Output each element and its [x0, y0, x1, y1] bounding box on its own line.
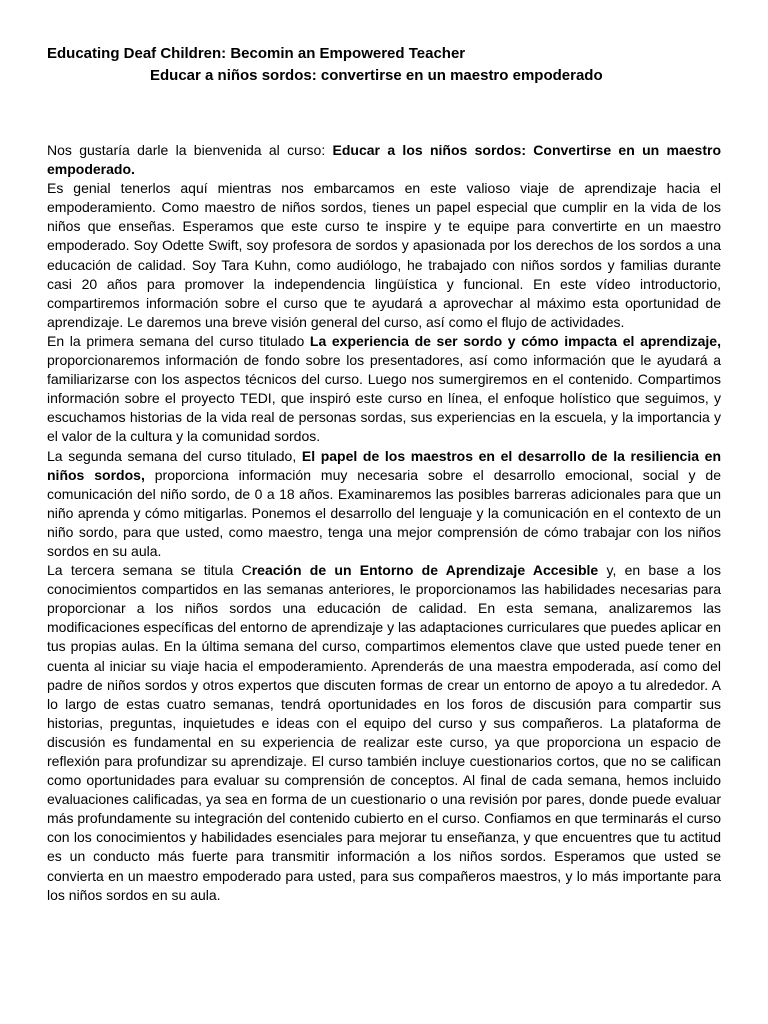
week-three-title: reación de un Entorno de Aprendizaje Accesible: [251, 562, 599, 579]
week-one-intro: En la primera semana del curso titulado: [47, 332, 310, 349]
week-one-description: proporcionaremos información de fondo sobre los presentadores, así como información que le ayudará a familiarizarse con los aspectos técnicos del curso. Luego nos sumergiremos en el contenido. Compartimos información sobre el proyecto TEDI, que inspiró este curso en línea, el enfoque holístico que seguimos, y escuchamos historias de la vida real de personas sordas, sus experiencias en la escuela, y la importancia y el valor de la cultura y la comunidad sordos.: [47, 352, 721, 445]
document-title-english: Educating Deaf Children: Becomin an Empowered Teacher: [47, 45, 466, 62]
week-three-intro: La tercera semana se titula C: [47, 562, 252, 579]
week-two-title: El papel de los maestros en el desarrollo de la resiliencia en niños sordos,: [47, 447, 721, 483]
week-two-description: proporciona información muy necesaria sobre el desarrollo emocional, social y de comunicación del niño sordo, de 0 a 18 años. Examinaremos las posibles barreras adicionales para que un niño aprenda y cómo mitigarlas. Ponemos el desarrollo del lenguaje y la comunicación en el contexto de un niño sordo, para que usted, como maestro, tenga una mejor comprensión de cómo trabajar con los niños sordos en su aula.: [47, 466, 721, 559]
week-one-paragraph: [47, 332, 721, 447]
intro-paragraph: Es genial tenerlos aquí mientras nos embarcamos en este valioso viaje de aprendizaje hacia el empoderamiento. Como maestro de niños sordos, tienes un papel especial que cumplir en la vida de los niños que enseñas. Esperamos que este curso te inspire y te equipe para convertirte en un maestro empoderado. Soy Odette Swift, soy profesora de sordos y apasionada por los derechos de los sordos a una educación de calidad. Soy Tara Kuhn, como audiólogo, he trabajado con niños sordos y familias durante casi 20 años para promover la independencia lingüística y funcional. En este vídeo introductorio, compartiremos información sobre el curso que te ayudará a aprovechar al máximo esta oportunidad de aprendizaje. Le daremos una breve visión general del curso, así como el flujo de actividades.: [47, 180, 721, 330]
welcome-paragraph: [47, 141, 721, 179]
week-three-description: y, en base a los conocimientos compartidos en las semanas anteriores, le proporcionamos las habilidades necesarias para proporcionar a los niños sordos una educación de calidad. En esta semana, analizaremos las modificaciones específicas del entorno de aprendizaje y las adaptaciones curriculares que puedes aplicar en tus propias aulas. En la última semana del curso, compartimos elementos clave que usted puede tener en cuenta al iniciar su viaje hacia el empoderamiento. Aprenderás de una maestra empoderada, así como del padre de niños sordos y otros expertos que discuten formas de crear un entorno de apoyo a tu alrededor. A lo largo de estas cuatro semanas, tendrá oportunidades en los foros de discusión para compartir sus historias, preguntas, inquietudes e ideas con el equipo del curso y sus compañeros. La plataforma de discusión es fundamental en su experiencia de realizar este curso, ya que proporciona un espacio de reflexión para profundizar su aprendizaje. El curso también incluye cuestionarios cortos, que no se califican como oportunidades para evaluar su comprensión de conceptos. Al final de cada semana, hemos incluido evaluaciones calificadas, ya sea en forma de un cuestionario o una revisión por pares, donde puede evaluar más profundamente su integración del contenido cubierto en el curso. Confiamos en que terminarás el curso con los conocimientos y habilidades esenciales para mejorar tu enseñanza, y que encuentres que tu actitud es un conducto más fuerte para transmitir información a los niños sordos. Esperamos que usted se convierta en un maestro empoderado para usted, para sus compañeros maestros, y lo más importante para los niños sordos en su aula.: [47, 562, 721, 903]
welcome-text: Nos gustaría darle la bienvenida al curso:: [47, 142, 333, 158]
document-body: [47, 141, 721, 905]
week-one-title: La experiencia de ser sordo y cómo impacta el aprendizaje,: [309, 332, 721, 349]
week-two-paragraph: [47, 447, 721, 562]
course-name-bold: Educar a los niños sordos: Convertirse en un maestro empoderado.: [47, 142, 721, 178]
week-three-paragraph: [47, 561, 721, 905]
week-two-intro: La segunda semana del curso titulado,: [47, 447, 302, 464]
document-title-spanish: Educar a niños sordos: convertirse en un maestro empoderado: [150, 67, 603, 84]
